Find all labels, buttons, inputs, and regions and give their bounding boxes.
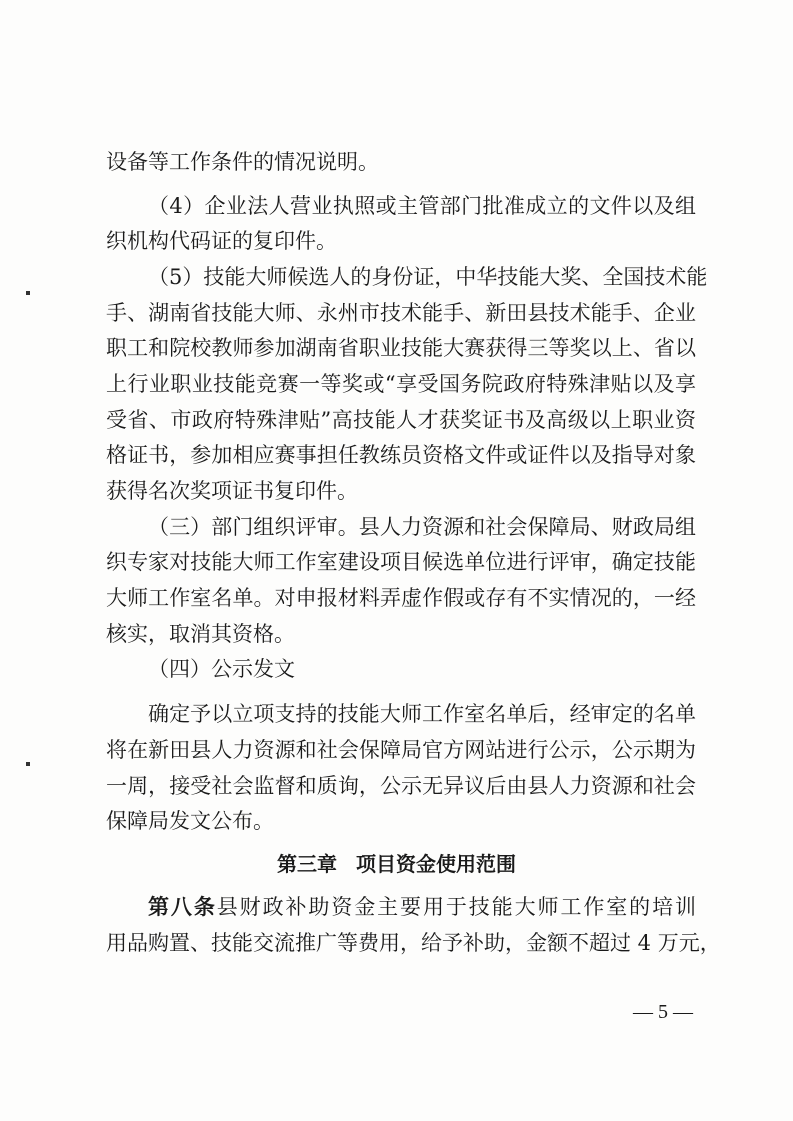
body-line: 确定予以立项支持的技能大师工作室名单后，经审定的名单: [148, 702, 696, 726]
body-line: 一周，接受社会监督和质询，公示无异议后由县人力资源和社会: [106, 774, 696, 798]
article-label: 第八条: [148, 895, 217, 919]
article-text: 县财政补助资金主要用于技能大师工作室的培训: [216, 895, 697, 919]
body-line: 核实，取消其资格。: [106, 622, 295, 646]
page-number: — 5 —: [633, 1001, 693, 1023]
body-line: 用品购置、技能交流推广等费用，给予补助，金额不超过 4 万元，: [106, 931, 721, 955]
chapter-number: 第三章: [277, 852, 338, 876]
body-line: （四）公示发文: [148, 657, 295, 681]
chapter-heading: [0, 850, 793, 878]
body-line: 获得名次奖项证书复印件。: [106, 479, 358, 503]
chapter-title: 项目资金使用范围: [355, 852, 516, 876]
body-line: 织专家对技能大师工作室建设项目候选单位进行评审，确定技能: [106, 550, 696, 574]
scan-mark: [26, 762, 30, 766]
body-line: 职工和院校教师参加湖南省职业技能大赛获得三等奖以上、省以: [106, 336, 696, 360]
body-line: 设备等工作条件的情况说明。: [106, 150, 379, 174]
body-line: （5）技能大师候选人的身份证，中华技能大奖、全国技术能: [148, 265, 708, 289]
scan-mark: [26, 291, 30, 295]
body-line: 织机构代码证的复印件。: [106, 229, 337, 253]
article-line: [148, 893, 696, 921]
body-line: （4）企业法人营业执照或主管部门批准成立的文件以及组: [148, 194, 696, 218]
body-line: 大师工作室名单。对申报材料弄虚作假或存有不实情况的，一经: [106, 586, 696, 610]
body-line: （三）部门组织评审。县人力资源和社会保障局、财政局组: [148, 515, 696, 539]
body-line: 保障局发文公布。: [106, 809, 274, 833]
body-line: 受省、市政府特殊津贴”高技能人才获奖证书及高级以上职业资: [106, 408, 696, 432]
body-line: 手、湖南省技能大师、永州市技术能手、新田县技术能手、企业: [106, 301, 696, 325]
body-line: 上行业职业技能竞赛一等奖或“享受国务院政府特殊津贴以及享: [106, 372, 696, 396]
body-line: 将在新田县人力资源和社会保障局官方网站进行公示，公示期为: [106, 738, 696, 762]
body-line: 格证书，参加相应赛事担任教练员资格文件或证件以及指导对象: [106, 443, 696, 467]
